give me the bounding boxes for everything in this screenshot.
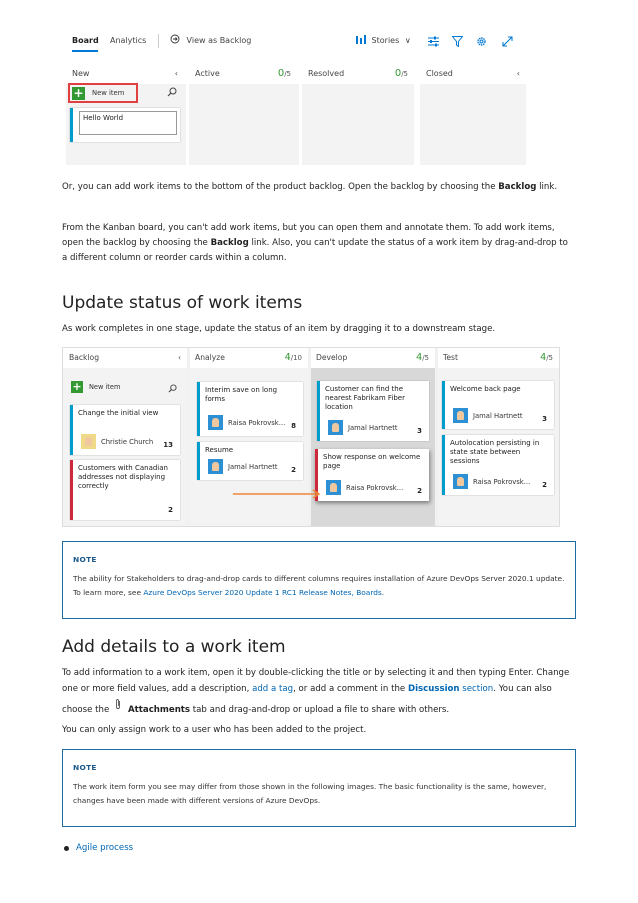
column-active: [189, 64, 299, 165]
work-item-card[interactable]: [197, 382, 303, 436]
board-screenshot-new-item: [66, 28, 526, 165]
card-title[interactable]: Customers with Canadian addresses not displaying correctly: [78, 464, 168, 491]
view-as-backlog-label: View as Backlog: [186, 36, 252, 45]
search-icon[interactable]: [168, 384, 177, 393]
paperclip-icon: [114, 698, 122, 710]
wip-count: 0/5: [394, 68, 408, 79]
gear-icon[interactable]: [476, 36, 487, 47]
card-assignee[interactable]: Raisa Pokrovsk...: [473, 478, 531, 486]
card-assignee[interactable]: Jamal Hartnett: [228, 463, 278, 471]
work-item-card[interactable]: [70, 405, 180, 455]
column-title-closed: Closed: [426, 69, 453, 78]
card-title[interactable]: Change the initial view: [78, 409, 159, 417]
collapse-chevron-icon[interactable]: ‹: [177, 353, 181, 362]
arrow-circle-icon: [170, 34, 180, 44]
new-item-button[interactable]: [68, 83, 138, 103]
plus-icon: +: [73, 86, 84, 100]
card-assignee[interactable]: Jamal Hartnett: [473, 412, 523, 420]
new-item-card: [70, 108, 180, 142]
column-develop: [311, 348, 435, 526]
work-item-card[interactable]: [442, 381, 554, 429]
note-callout: [62, 541, 576, 619]
paragraph-add-details: To add information to a work item, open it by double-clicking the title or by selecting it and then typing Enter. Change one or more field values, add a description, add a tag, or add a comment in the Discussion section. You can also choose the Attachments tab and drag-and-drop or upload a file to share with others.: [62, 668, 570, 715]
column-backlog: [63, 348, 187, 526]
view-as-backlog-link[interactable]: [170, 34, 251, 48]
new-item-button[interactable]: [71, 381, 151, 395]
paragraph-backlog-link: Or, you can add work items to the bottom of the product backlog. Open the backlog by choosing the Backlog link.: [62, 182, 558, 192]
card-effort: 13: [163, 440, 173, 449]
card-title[interactable]: Resume: [205, 446, 234, 454]
bars-icon: [356, 35, 366, 44]
column-closed: [420, 64, 526, 165]
bullet-dot: [64, 846, 69, 851]
column-title-analyze: Analyze: [195, 353, 225, 362]
avatar: [208, 459, 223, 474]
card-title[interactable]: Autolocation persisting in state state between sessions: [450, 439, 540, 466]
agile-process-link[interactable]: Agile process: [76, 843, 134, 853]
plus-icon: +: [72, 380, 82, 393]
card-assignee[interactable]: Raisa Pokrovsk...: [346, 484, 404, 492]
work-item-card[interactable]: [70, 460, 180, 520]
backlog-bold: Backlog: [498, 182, 537, 192]
tab-board[interactable]: Board: [72, 36, 99, 45]
wip-count: 4/5: [540, 352, 553, 363]
card-assignee[interactable]: Jamal Hartnett: [348, 424, 398, 432]
card-effort: 3: [417, 426, 422, 435]
collapse-chevron-icon[interactable]: ‹: [174, 69, 178, 78]
note-callout: [62, 749, 576, 827]
card-effort: 2: [417, 486, 422, 495]
avatar: [326, 480, 341, 495]
card-title[interactable]: Welcome back page: [450, 385, 521, 393]
note-title: NOTE: [73, 555, 97, 564]
drag-arrow-icon: [231, 488, 323, 500]
note-body: The ability for Stakeholders to drag-and-drop cards to different columns requires installation of Azure DevOps Server 2020.1 update. To learn more, see Azure DevOps Server 2020 Update 1 RC1 Release Notes, Boards.: [73, 573, 565, 597]
paragraph-kanban-limits: From the Kanban board, you can't add work items, but you can open them and annotate them. To add work items, open the backlog by choosing the Backlog link. Also, you can't update the status of a work item by drag-and-drop to a different column or reorder cards within a column.: [62, 223, 568, 263]
stories-label: Stories: [371, 36, 400, 45]
avatar: [208, 415, 223, 430]
chevron-down-icon: ∨: [404, 36, 411, 45]
settings-sliders-icon[interactable]: [428, 36, 439, 47]
avatar: [81, 434, 96, 449]
wip-count: 4/5: [416, 352, 429, 363]
search-icon[interactable]: [167, 87, 177, 97]
release-notes-link[interactable]: Azure DevOps Server 2020 Update 1 RC1 Release Notes, Boards: [143, 587, 382, 597]
board-screenshot-drag: [62, 347, 560, 527]
card-effort: 8: [291, 421, 296, 430]
filter-icon[interactable]: [452, 36, 463, 47]
avatar: [453, 408, 468, 423]
column-title-new: New: [72, 69, 90, 78]
work-item-card[interactable]: [442, 435, 554, 495]
card-effort: 2: [291, 465, 296, 474]
wip-count: 4/10: [284, 352, 302, 363]
work-item-card[interactable]: [317, 381, 429, 441]
card-effort: 2: [542, 480, 547, 489]
paragraph-update-status: As work completes in one stage, update the status of an item by dragging it to a downstream stage.: [62, 324, 496, 334]
note-body: The work item form you see may differ from those shown in the following images. The basic functionality is the same, however, changes have been made with different versions of Azure DevOps.: [73, 781, 547, 805]
dragged-work-item-card[interactable]: [315, 449, 429, 501]
expand-icon[interactable]: [502, 36, 513, 47]
stories-dropdown[interactable]: [356, 34, 411, 48]
new-item-label: New item: [89, 383, 121, 391]
discussion-section-link[interactable]: Discussion section: [407, 684, 494, 695]
heading-add-details: Add details to a work item: [62, 637, 286, 657]
column-title-develop: Develop: [316, 353, 348, 362]
column-test: [438, 348, 559, 526]
avatar: [453, 474, 468, 489]
heading-update-status: Update status of work items: [62, 293, 303, 313]
toolbar-divider: [158, 34, 159, 48]
active-tab-indicator: [72, 50, 98, 52]
column-title-active: Active: [195, 69, 220, 78]
board-toolbar: [66, 28, 526, 56]
card-assignee[interactable]: Christie Church: [101, 438, 154, 446]
column-resolved: [302, 64, 414, 165]
new-item-label: New item: [92, 89, 125, 97]
card-title[interactable]: Interim save on long forms: [205, 386, 278, 404]
column-title-resolved: Resolved: [308, 69, 345, 78]
card-title[interactable]: Show response on welcome page: [323, 453, 421, 471]
card-effort: 2: [168, 505, 173, 514]
tab-analytics[interactable]: Analytics: [110, 36, 147, 45]
backlog-bold: Backlog: [210, 237, 249, 248]
note-title: NOTE: [73, 763, 97, 772]
add-tag-link[interactable]: add a tag: [252, 684, 294, 695]
column-new: [66, 64, 186, 165]
paragraph-assign-work: You can only assign work to a user who has been added to the project.: [62, 725, 367, 735]
column-title-test: Test: [443, 353, 458, 362]
column-title-backlog: Backlog: [69, 353, 100, 362]
wip-count: 0/5: [277, 68, 291, 79]
card-effort: 3: [542, 414, 547, 423]
attachments-bold: Attachments: [128, 704, 191, 715]
card-assignee[interactable]: Raisa Pokrovsk...: [228, 419, 286, 427]
work-item-card[interactable]: [197, 442, 303, 480]
card-title[interactable]: Customer can find the nearest Fabrikam Fiber location: [325, 385, 405, 412]
collapse-chevron-icon[interactable]: ‹: [516, 69, 520, 78]
new-item-title-input[interactable]: Hello World: [79, 111, 177, 135]
avatar: [328, 420, 343, 435]
